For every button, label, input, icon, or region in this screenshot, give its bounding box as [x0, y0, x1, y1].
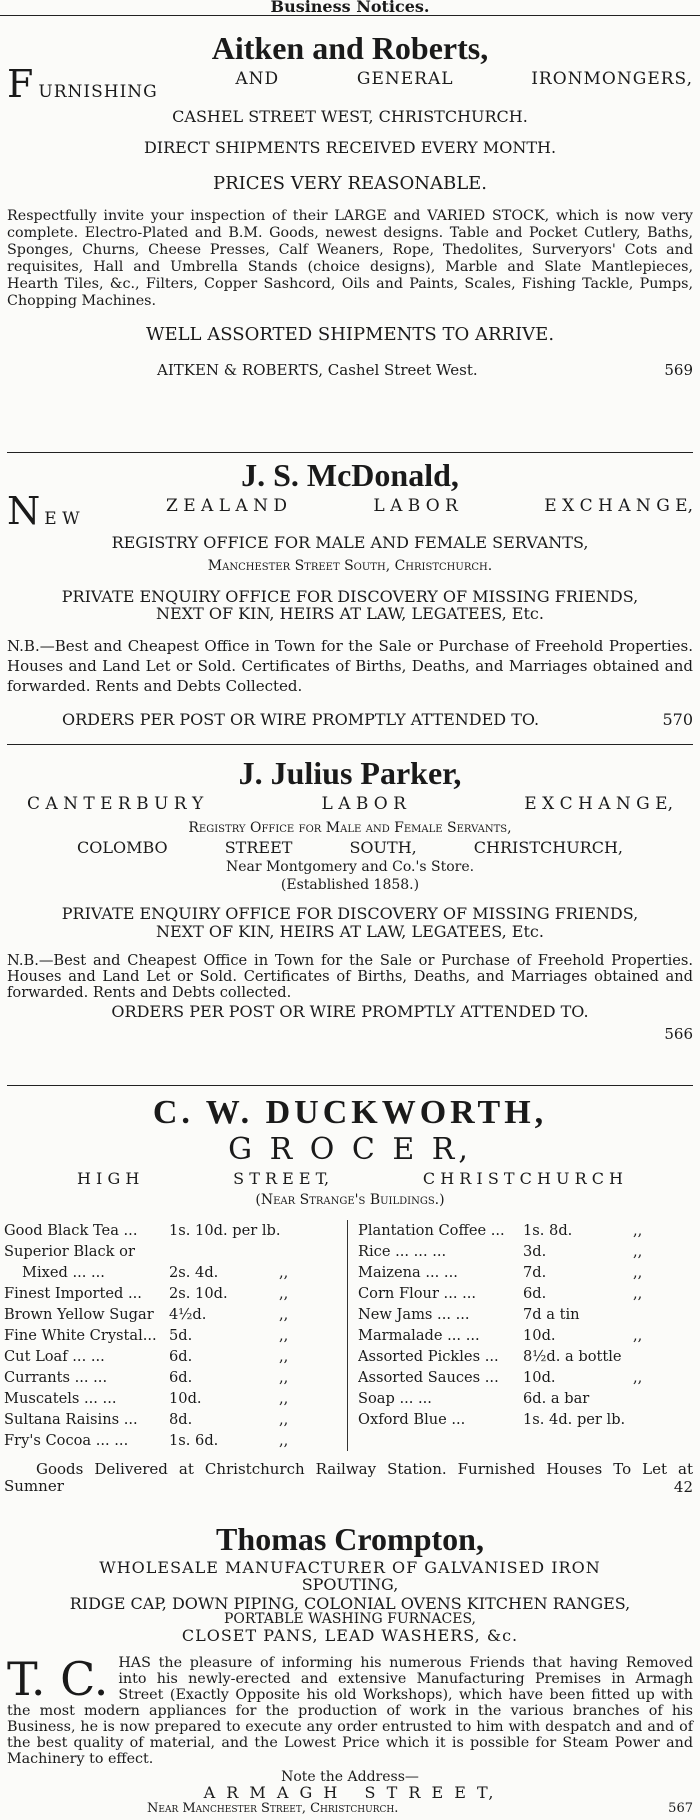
ad-title: C. W. DUCKWORTH, — [152, 1094, 548, 1131]
price-price: 2s. 4d. — [169, 1264, 219, 1281]
price-ditto: ,, — [633, 1369, 643, 1386]
price-row — [358, 1241, 693, 1262]
enquiry-text: PRIVATE ENQUIRY OFFICE FOR DISCOVERY OF MISSING FRIENDS, — [61, 587, 639, 606]
trade-word: GENERAL — [356, 69, 454, 89]
price-price: 1s. 4d. per lb. — [523, 1411, 626, 1428]
price-name: Assorted Pickles ... — [358, 1348, 499, 1365]
trade-line: RIDGE CAP, DOWN PIPING, COLONIAL OVENS KITCHEN RANGES, — [69, 1594, 631, 1613]
price-row — [4, 1367, 339, 1388]
price-ditto — [633, 1388, 663, 1409]
address-line — [7, 838, 693, 857]
price-ditto: ,, — [279, 1264, 289, 1281]
trade-word: E X C H A N G E, — [544, 496, 693, 516]
price-row — [4, 1283, 339, 1304]
price-price: 10d. — [523, 1369, 556, 1386]
price-row — [358, 1304, 693, 1325]
price-row — [358, 1346, 693, 1367]
price-ditto: ,, — [633, 1327, 643, 1344]
ad-duckworth — [0, 1094, 700, 1517]
trade-line — [7, 794, 693, 814]
delivery-line: Goods Delivered at Christchurch Railway Station. Furnished Houses To Let at Sumner — [4, 1460, 693, 1495]
enquiry-text: NEXT OF KIN, HEIRS AT LAW, LEGATEES, Etc. — [156, 922, 544, 941]
price-row — [4, 1409, 339, 1430]
near-text: Near Manchester Street, Christchurch. — [147, 1801, 399, 1816]
trade-line: SPOUTING, — [301, 1575, 399, 1594]
address-word: COLOMBO — [77, 838, 168, 857]
price-row — [4, 1241, 339, 1262]
trade-line: G R O C E R, — [228, 1132, 472, 1167]
price-ditto — [279, 1220, 309, 1241]
price-price: 6d. a bar — [523, 1390, 590, 1407]
price-ditto: ,, — [279, 1390, 289, 1407]
trade-word: URNISHING — [38, 82, 158, 102]
price-row — [4, 1325, 339, 1346]
registry-line: Registry Office for Male and Female Servants, — [188, 820, 512, 836]
address: Manchester Street South, Christchurch. — [207, 558, 493, 574]
address-word: STREET — [224, 838, 293, 857]
ad-aitken-roberts — [0, 30, 700, 452]
address-word: CHRISTCHURCH, — [473, 838, 623, 857]
trade-line — [7, 489, 693, 533]
trade-word: IRONMONGERS, — [531, 69, 693, 89]
price-row — [358, 1388, 693, 1409]
price-ditto: ,, — [279, 1285, 289, 1302]
near-line: (Near Strange's Buildings.) — [255, 1192, 445, 1208]
price-row — [358, 1367, 693, 1388]
price-row — [358, 1262, 693, 1283]
signature: AITKEN & ROBERTS, Cashel Street West. — [157, 361, 478, 379]
trade-word: E X C H A N G E, — [524, 794, 673, 814]
price-price: 1s. 10d. per lb. — [169, 1222, 281, 1239]
price-ditto: ,, — [279, 1327, 289, 1344]
price-row — [4, 1346, 339, 1367]
ad-number: 567 — [668, 1801, 693, 1816]
price-column-left — [4, 1220, 348, 1451]
drop-initial: T. C. — [7, 1652, 109, 1706]
price-name: Oxford Blue ... — [358, 1411, 466, 1428]
street-line: A R M A G H S T R E E T, — [203, 1783, 497, 1802]
trade-word: L A B O R — [321, 794, 406, 814]
price-name: New Jams ... ... — [358, 1306, 470, 1323]
price-ditto: ,, — [279, 1306, 289, 1323]
section-header: Business Notices. — [0, 0, 700, 16]
price-name: Rice ... ... ... — [358, 1243, 447, 1260]
price-name: Fine White Crystal... — [4, 1327, 157, 1344]
price-ditto — [633, 1409, 663, 1430]
ad-julius-parker — [0, 755, 700, 1085]
price-name: Good Black Tea ... — [4, 1222, 138, 1239]
ad-number: 566 — [664, 1025, 693, 1043]
ad-number: 42 — [673, 1478, 693, 1496]
price-row — [4, 1430, 339, 1451]
near-line — [7, 1801, 693, 1816]
enquiry-line — [7, 905, 693, 941]
price-row — [358, 1409, 693, 1430]
price-price: 7d a tin — [523, 1306, 580, 1323]
ad-number: 569 — [664, 361, 693, 379]
divider — [7, 744, 693, 745]
price-name: Finest Imported ... — [4, 1285, 142, 1302]
note-line: Note the Address— — [281, 1769, 419, 1785]
price-column-right — [348, 1220, 693, 1451]
ad-body: N.B.—Best and Cheapest Office in Town for the Sale or Purchase of Freehold Properties. Houses and Land Let or Sold. Certificates of Births, Deaths, and Marriages obtained and forwarded. Rents and Debts collected. — [7, 952, 693, 1001]
price-ditto — [279, 1241, 309, 1262]
price-price: 1s. 8d. — [523, 1222, 573, 1239]
ad-body: N.B.—Best and Cheapest Office in Town for the Sale or Purchase of Freehold Properties. Houses and Land Let or Sold. Certificates of Births, Deaths, and Marriages obtained and forwarded. Rents and Debts Collected. — [7, 637, 693, 695]
price-name: Brown Yellow Sugar — [4, 1306, 154, 1323]
orders-line: ORDERS PER POST OR WIRE PROMPTLY ATTENDED TO. — [111, 1002, 589, 1021]
prices-line: PRICES VERY REASONABLE. — [212, 173, 488, 194]
price-price: 1s. 6d. — [169, 1432, 219, 1449]
price-price: 6d. — [169, 1348, 193, 1365]
price-name: Superior Black or — [4, 1243, 135, 1260]
divider — [7, 452, 693, 453]
ad-crompton — [0, 1521, 700, 1816]
ad-title: Thomas Crompton, — [216, 1521, 484, 1557]
price-row — [358, 1283, 693, 1304]
price-name: Mixed ... ... — [22, 1264, 105, 1281]
near-line: Near Montgomery and Co.'s Store. — [225, 859, 475, 875]
ad-number: 570 — [662, 710, 693, 729]
orders-text: ORDERS PER POST OR WIRE PROMPTLY ATTENDED TO. — [62, 710, 540, 729]
price-list — [4, 1220, 693, 1451]
price-ditto: ,, — [279, 1411, 289, 1428]
price-row — [358, 1220, 693, 1241]
price-price — [169, 1241, 279, 1262]
price-name: Currants ... ... — [4, 1369, 108, 1386]
price-price: 5d. — [169, 1327, 193, 1344]
trade-word: C A N T E R B U R Y — [27, 794, 204, 814]
price-ditto: ,, — [279, 1369, 289, 1386]
price-row — [358, 1325, 693, 1346]
drop-initial: N — [7, 489, 41, 533]
established-line: (Established 1858.) — [280, 877, 420, 893]
price-name: Soap ... ... — [358, 1390, 432, 1407]
divider — [7, 1085, 693, 1086]
ad-body: HAS the pleasure of informing his numerous Friends that having Removed into his newly-erected and extensive Manufacturing Premises in Armagh Street (Exactly Opposite his old Workshops), which have been fitted up with the most modern appliances for the production of work in the various branches of his Business, he is now prepared to execute any order entrusted to him with despatch and and of the best quality of material, and the Lowest Price which it is possible for Steam Power and Machinery to effect. — [7, 1655, 693, 1767]
signature-line — [7, 361, 693, 379]
price-name: Sultana Raisins ... — [4, 1411, 138, 1428]
address-line — [7, 1169, 693, 1188]
price-row — [4, 1262, 339, 1283]
ad-body-block — [7, 1652, 693, 1767]
enquiry-text: NEXT OF KIN, HEIRS AT LAW, LEGATEES, Etc. — [156, 604, 544, 623]
price-price: 10d. — [523, 1327, 556, 1344]
price-ditto: ,, — [633, 1222, 643, 1239]
price-price: 8½d. a bottle — [523, 1348, 622, 1365]
price-price: 2s. 10d. — [169, 1285, 228, 1302]
price-price: 3d. — [523, 1243, 547, 1260]
trade-line — [7, 62, 693, 106]
price-ditto — [633, 1304, 663, 1325]
price-ditto: ,, — [279, 1432, 289, 1449]
price-name: Corn Flour ... ... — [358, 1285, 477, 1302]
price-ditto: ,, — [633, 1243, 643, 1260]
trade-word: AND — [235, 69, 280, 89]
drop-initial: F — [7, 62, 35, 106]
address-word: H I G H — [77, 1169, 140, 1188]
ad-title: Aitken and Roberts, — [211, 30, 489, 66]
arrive-line: WELL ASSORTED SHIPMENTS TO ARRIVE. — [145, 324, 555, 345]
address: CASHEL STREET WEST, CHRISTCHURCH. — [172, 107, 528, 126]
price-name: Marmalade ... ... — [358, 1327, 480, 1344]
price-price: 6d. — [169, 1369, 193, 1386]
price-name: Maizena ... ... — [358, 1264, 458, 1281]
price-name: Cut Loaf ... ... — [4, 1348, 105, 1365]
ad-title: J. Julius Parker, — [238, 755, 462, 791]
ad-title: J. S. McDonald, — [241, 457, 459, 493]
ad-mcdonald — [0, 457, 700, 744]
price-name: Muscatels ... ... — [4, 1390, 117, 1407]
price-row — [4, 1220, 339, 1241]
price-name: Assorted Sauces ... — [358, 1369, 499, 1386]
enquiry-line — [7, 588, 693, 622]
enquiry-text: PRIVATE ENQUIRY OFFICE FOR DISCOVERY OF MISSING FRIENDS, — [61, 904, 639, 923]
address-word: S T R E E T, — [233, 1169, 330, 1188]
shipments-line: DIRECT SHIPMENTS RECEIVED EVERY MONTH. — [143, 138, 557, 157]
trade-line: WHOLESALE MANUFACTURER OF GALVANISED IRON — [99, 1558, 601, 1577]
address-word: SOUTH, — [349, 838, 417, 857]
address-word: C H R I S T C H U R C H — [422, 1169, 623, 1188]
trade-line: CLOSET PANS, LEAD WASHERS, &c. — [181, 1626, 519, 1645]
price-row — [4, 1388, 339, 1409]
price-ditto: ,, — [279, 1348, 289, 1365]
price-name: Plantation Coffee ... — [358, 1222, 505, 1239]
trade-word: E W — [44, 509, 80, 529]
ad-body: Respectfully invite your inspection of their LARGE and VARIED STOCK, which is now very complete. Electro-Plated and B.M. Goods, newest designs. Table and Pocket Cutlery, Baths, Sponges, Churns, Cheese Presses, Calf Weaners, Rope, Thedolites, Surveryors' Cots and requisites, Hall and Umbrella Stands (choice designs), Marble and Slate Mantlepieces, Hearth Tiles, &c., Filters, Copper Sashcord, Oils and Paints, Scales, Fishing Tackle, Pumps, Chopping Machines. — [7, 208, 693, 309]
price-price: 10d. — [169, 1390, 202, 1407]
price-ditto: ,, — [633, 1285, 643, 1302]
registry-line: REGISTRY OFFICE FOR MALE AND FEMALE SERVANTS, — [111, 533, 589, 552]
price-name: Fry's Cocoa ... ... — [4, 1432, 129, 1449]
price-price: 7d. — [523, 1264, 547, 1281]
price-price: 8d. — [169, 1411, 193, 1428]
orders-line — [7, 710, 693, 729]
price-price: 4½d. — [169, 1306, 207, 1323]
price-row — [4, 1304, 339, 1325]
price-ditto — [633, 1346, 663, 1367]
price-price: 6d. — [523, 1285, 547, 1302]
price-ditto: ,, — [633, 1264, 643, 1281]
trade-word: L A B O R — [373, 496, 458, 516]
trade-line: PORTABLE WASHING FURNACES, — [223, 1611, 477, 1627]
trade-word: Z E A L A N D — [165, 496, 287, 516]
